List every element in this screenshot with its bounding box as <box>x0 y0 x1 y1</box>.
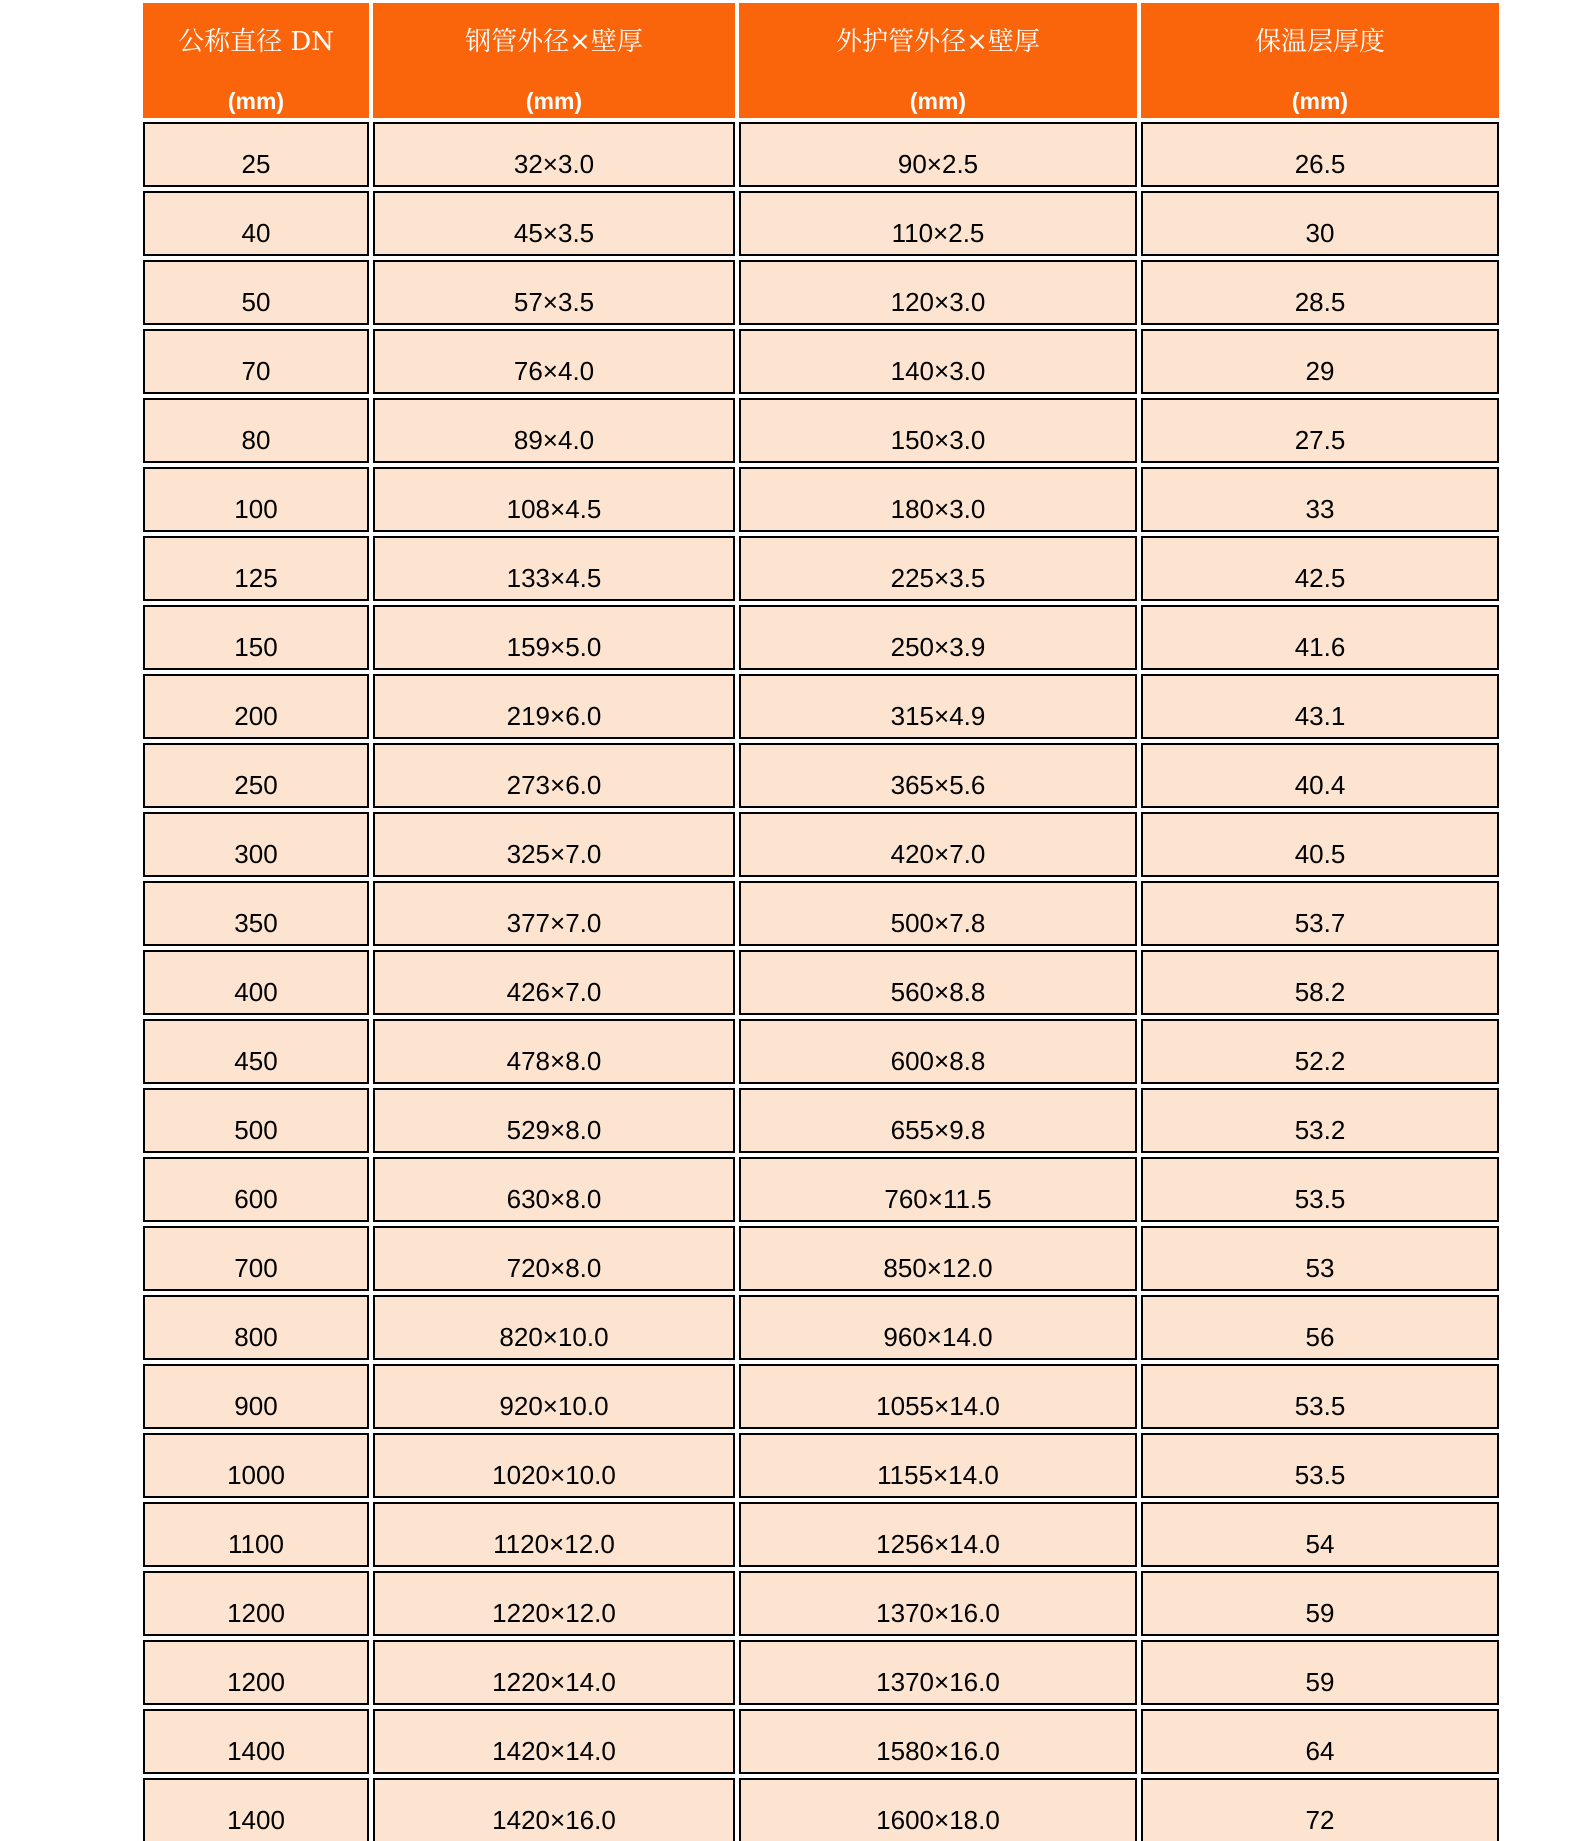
table-cell: 350 <box>143 881 369 946</box>
column-title: 保温层厚度 <box>1254 27 1385 57</box>
table-cell: 64 <box>1141 1709 1499 1774</box>
table-cell: 1100 <box>143 1502 369 1567</box>
table-row <box>143 743 1499 808</box>
table-cell: 57×3.5 <box>373 260 735 325</box>
table-cell: 32×3.0 <box>373 122 735 187</box>
table-cell: 600×8.8 <box>739 1019 1137 1084</box>
table-row <box>143 1226 1499 1291</box>
column-header-casing-pipe-od-wall <box>739 3 1137 118</box>
table-cell: 630×8.0 <box>373 1157 735 1222</box>
table-cell: 1256×14.0 <box>739 1502 1137 1567</box>
table-cell: 1220×12.0 <box>373 1571 735 1636</box>
table-cell: 56 <box>1141 1295 1499 1360</box>
table-cell: 140×3.0 <box>739 329 1137 394</box>
table-row <box>143 812 1499 877</box>
table-cell: 700 <box>143 1226 369 1291</box>
table-cell: 42.5 <box>1141 536 1499 601</box>
table-cell: 920×10.0 <box>373 1364 735 1429</box>
table-row <box>143 1157 1499 1222</box>
table-cell: 400 <box>143 950 369 1015</box>
table-cell: 600 <box>143 1157 369 1222</box>
column-title: 公称直径 DN <box>178 27 334 57</box>
table-cell: 900 <box>143 1364 369 1429</box>
table-cell: 120×3.0 <box>739 260 1137 325</box>
table-row <box>143 1433 1499 1498</box>
table-cell: 108×4.5 <box>373 467 735 532</box>
table-cell: 325×7.0 <box>373 812 735 877</box>
table-cell: 960×14.0 <box>739 1295 1137 1360</box>
table-cell: 273×6.0 <box>373 743 735 808</box>
table-cell: 1055×14.0 <box>739 1364 1137 1429</box>
table-cell: 315×4.9 <box>739 674 1137 739</box>
table-row <box>143 1778 1499 1841</box>
table-cell: 250×3.9 <box>739 605 1137 670</box>
table-cell: 529×8.0 <box>373 1088 735 1153</box>
table-row <box>143 467 1499 532</box>
table-cell: 33 <box>1141 467 1499 532</box>
table-cell: 250 <box>143 743 369 808</box>
column-unit: (mm) <box>525 88 583 114</box>
table-row <box>143 1019 1499 1084</box>
table-row <box>143 191 1499 256</box>
table-cell: 800 <box>143 1295 369 1360</box>
table-row <box>143 1088 1499 1153</box>
table-cell: 41.6 <box>1141 605 1499 670</box>
table-cell: 450 <box>143 1019 369 1084</box>
header-row <box>143 3 1499 118</box>
table-row <box>143 122 1499 187</box>
table-cell: 53 <box>1141 1226 1499 1291</box>
column-unit: (mm) <box>1291 88 1349 114</box>
table-cell: 850×12.0 <box>739 1226 1137 1291</box>
table-cell: 59 <box>1141 1640 1499 1705</box>
table-cell: 1400 <box>143 1709 369 1774</box>
table-cell: 377×7.0 <box>373 881 735 946</box>
table-row <box>143 1640 1499 1705</box>
table-cell: 150 <box>143 605 369 670</box>
column-unit: (mm) <box>909 88 967 114</box>
table-row <box>143 950 1499 1015</box>
table-cell: 560×8.8 <box>739 950 1137 1015</box>
table-body <box>143 122 1499 1841</box>
table-cell: 50 <box>143 260 369 325</box>
table-cell: 1000 <box>143 1433 369 1498</box>
table-cell: 125 <box>143 536 369 601</box>
table-cell: 655×9.8 <box>739 1088 1137 1153</box>
table-cell: 100 <box>143 467 369 532</box>
table-row <box>143 329 1499 394</box>
table-cell: 180×3.0 <box>739 467 1137 532</box>
table-cell: 89×4.0 <box>373 398 735 463</box>
table-cell: 200 <box>143 674 369 739</box>
table-cell: 219×6.0 <box>373 674 735 739</box>
table-cell: 72 <box>1141 1778 1499 1841</box>
table-header <box>143 3 1499 118</box>
table-cell: 29 <box>1141 329 1499 394</box>
table-row <box>143 1364 1499 1429</box>
table-cell: 133×4.5 <box>373 536 735 601</box>
table-cell: 1155×14.0 <box>739 1433 1137 1498</box>
table-cell: 80 <box>143 398 369 463</box>
table-cell: 426×7.0 <box>373 950 735 1015</box>
table-cell: 40.4 <box>1141 743 1499 808</box>
table-cell: 1020×10.0 <box>373 1433 735 1498</box>
table-cell: 53.5 <box>1141 1433 1499 1498</box>
table-cell: 150×3.0 <box>739 398 1137 463</box>
table-cell: 30 <box>1141 191 1499 256</box>
table-row <box>143 1709 1499 1774</box>
pipe-spec-table <box>139 0 1503 1841</box>
table-row <box>143 398 1499 463</box>
table-cell: 90×2.5 <box>739 122 1137 187</box>
table-row <box>143 1502 1499 1567</box>
table-cell: 720×8.0 <box>373 1226 735 1291</box>
table-cell: 760×11.5 <box>739 1157 1137 1222</box>
table-cell: 53.7 <box>1141 881 1499 946</box>
table-cell: 1420×16.0 <box>373 1778 735 1841</box>
table-cell: 45×3.5 <box>373 191 735 256</box>
table-cell: 1220×14.0 <box>373 1640 735 1705</box>
table-cell: 53.2 <box>1141 1088 1499 1153</box>
table-cell: 1120×12.0 <box>373 1502 735 1567</box>
table-cell: 1420×14.0 <box>373 1709 735 1774</box>
table-cell: 365×5.6 <box>739 743 1137 808</box>
table-cell: 40.5 <box>1141 812 1499 877</box>
table-cell: 300 <box>143 812 369 877</box>
table-cell: 1580×16.0 <box>739 1709 1137 1774</box>
table-row <box>143 1295 1499 1360</box>
table-cell: 820×10.0 <box>373 1295 735 1360</box>
table-cell: 500×7.8 <box>739 881 1137 946</box>
table-cell: 43.1 <box>1141 674 1499 739</box>
table-cell: 54 <box>1141 1502 1499 1567</box>
table-cell: 478×8.0 <box>373 1019 735 1084</box>
table-cell: 26.5 <box>1141 122 1499 187</box>
table-cell: 25 <box>143 122 369 187</box>
column-header-steel-pipe-od-wall <box>373 3 735 118</box>
table-cell: 159×5.0 <box>373 605 735 670</box>
table-row <box>143 605 1499 670</box>
table-cell: 1200 <box>143 1571 369 1636</box>
table-cell: 1200 <box>143 1640 369 1705</box>
table-row <box>143 1571 1499 1636</box>
table-cell: 76×4.0 <box>373 329 735 394</box>
column-header-nominal-diameter <box>143 3 369 118</box>
column-title: 钢管外径×壁厚 <box>465 27 643 57</box>
table-cell: 1370×16.0 <box>739 1571 1137 1636</box>
table-cell: 58.2 <box>1141 950 1499 1015</box>
table-cell: 110×2.5 <box>739 191 1137 256</box>
table-cell: 225×3.5 <box>739 536 1137 601</box>
table-cell: 1600×18.0 <box>739 1778 1137 1841</box>
table-cell: 40 <box>143 191 369 256</box>
column-header-insulation-thickness <box>1141 3 1499 118</box>
table-row <box>143 260 1499 325</box>
table-cell: 1400 <box>143 1778 369 1841</box>
table-cell: 28.5 <box>1141 260 1499 325</box>
table-row <box>143 674 1499 739</box>
table-row <box>143 881 1499 946</box>
table-cell: 52.2 <box>1141 1019 1499 1084</box>
table-cell: 500 <box>143 1088 369 1153</box>
table-cell: 53.5 <box>1141 1364 1499 1429</box>
table-row <box>143 536 1499 601</box>
table-cell: 53.5 <box>1141 1157 1499 1222</box>
table-cell: 420×7.0 <box>739 812 1137 877</box>
table-cell: 70 <box>143 329 369 394</box>
table-cell: 59 <box>1141 1571 1499 1636</box>
column-unit: (mm) <box>227 88 285 114</box>
table-cell: 27.5 <box>1141 398 1499 463</box>
table-cell: 1370×16.0 <box>739 1640 1137 1705</box>
column-title: 外护管外径×壁厚 <box>836 27 1040 57</box>
